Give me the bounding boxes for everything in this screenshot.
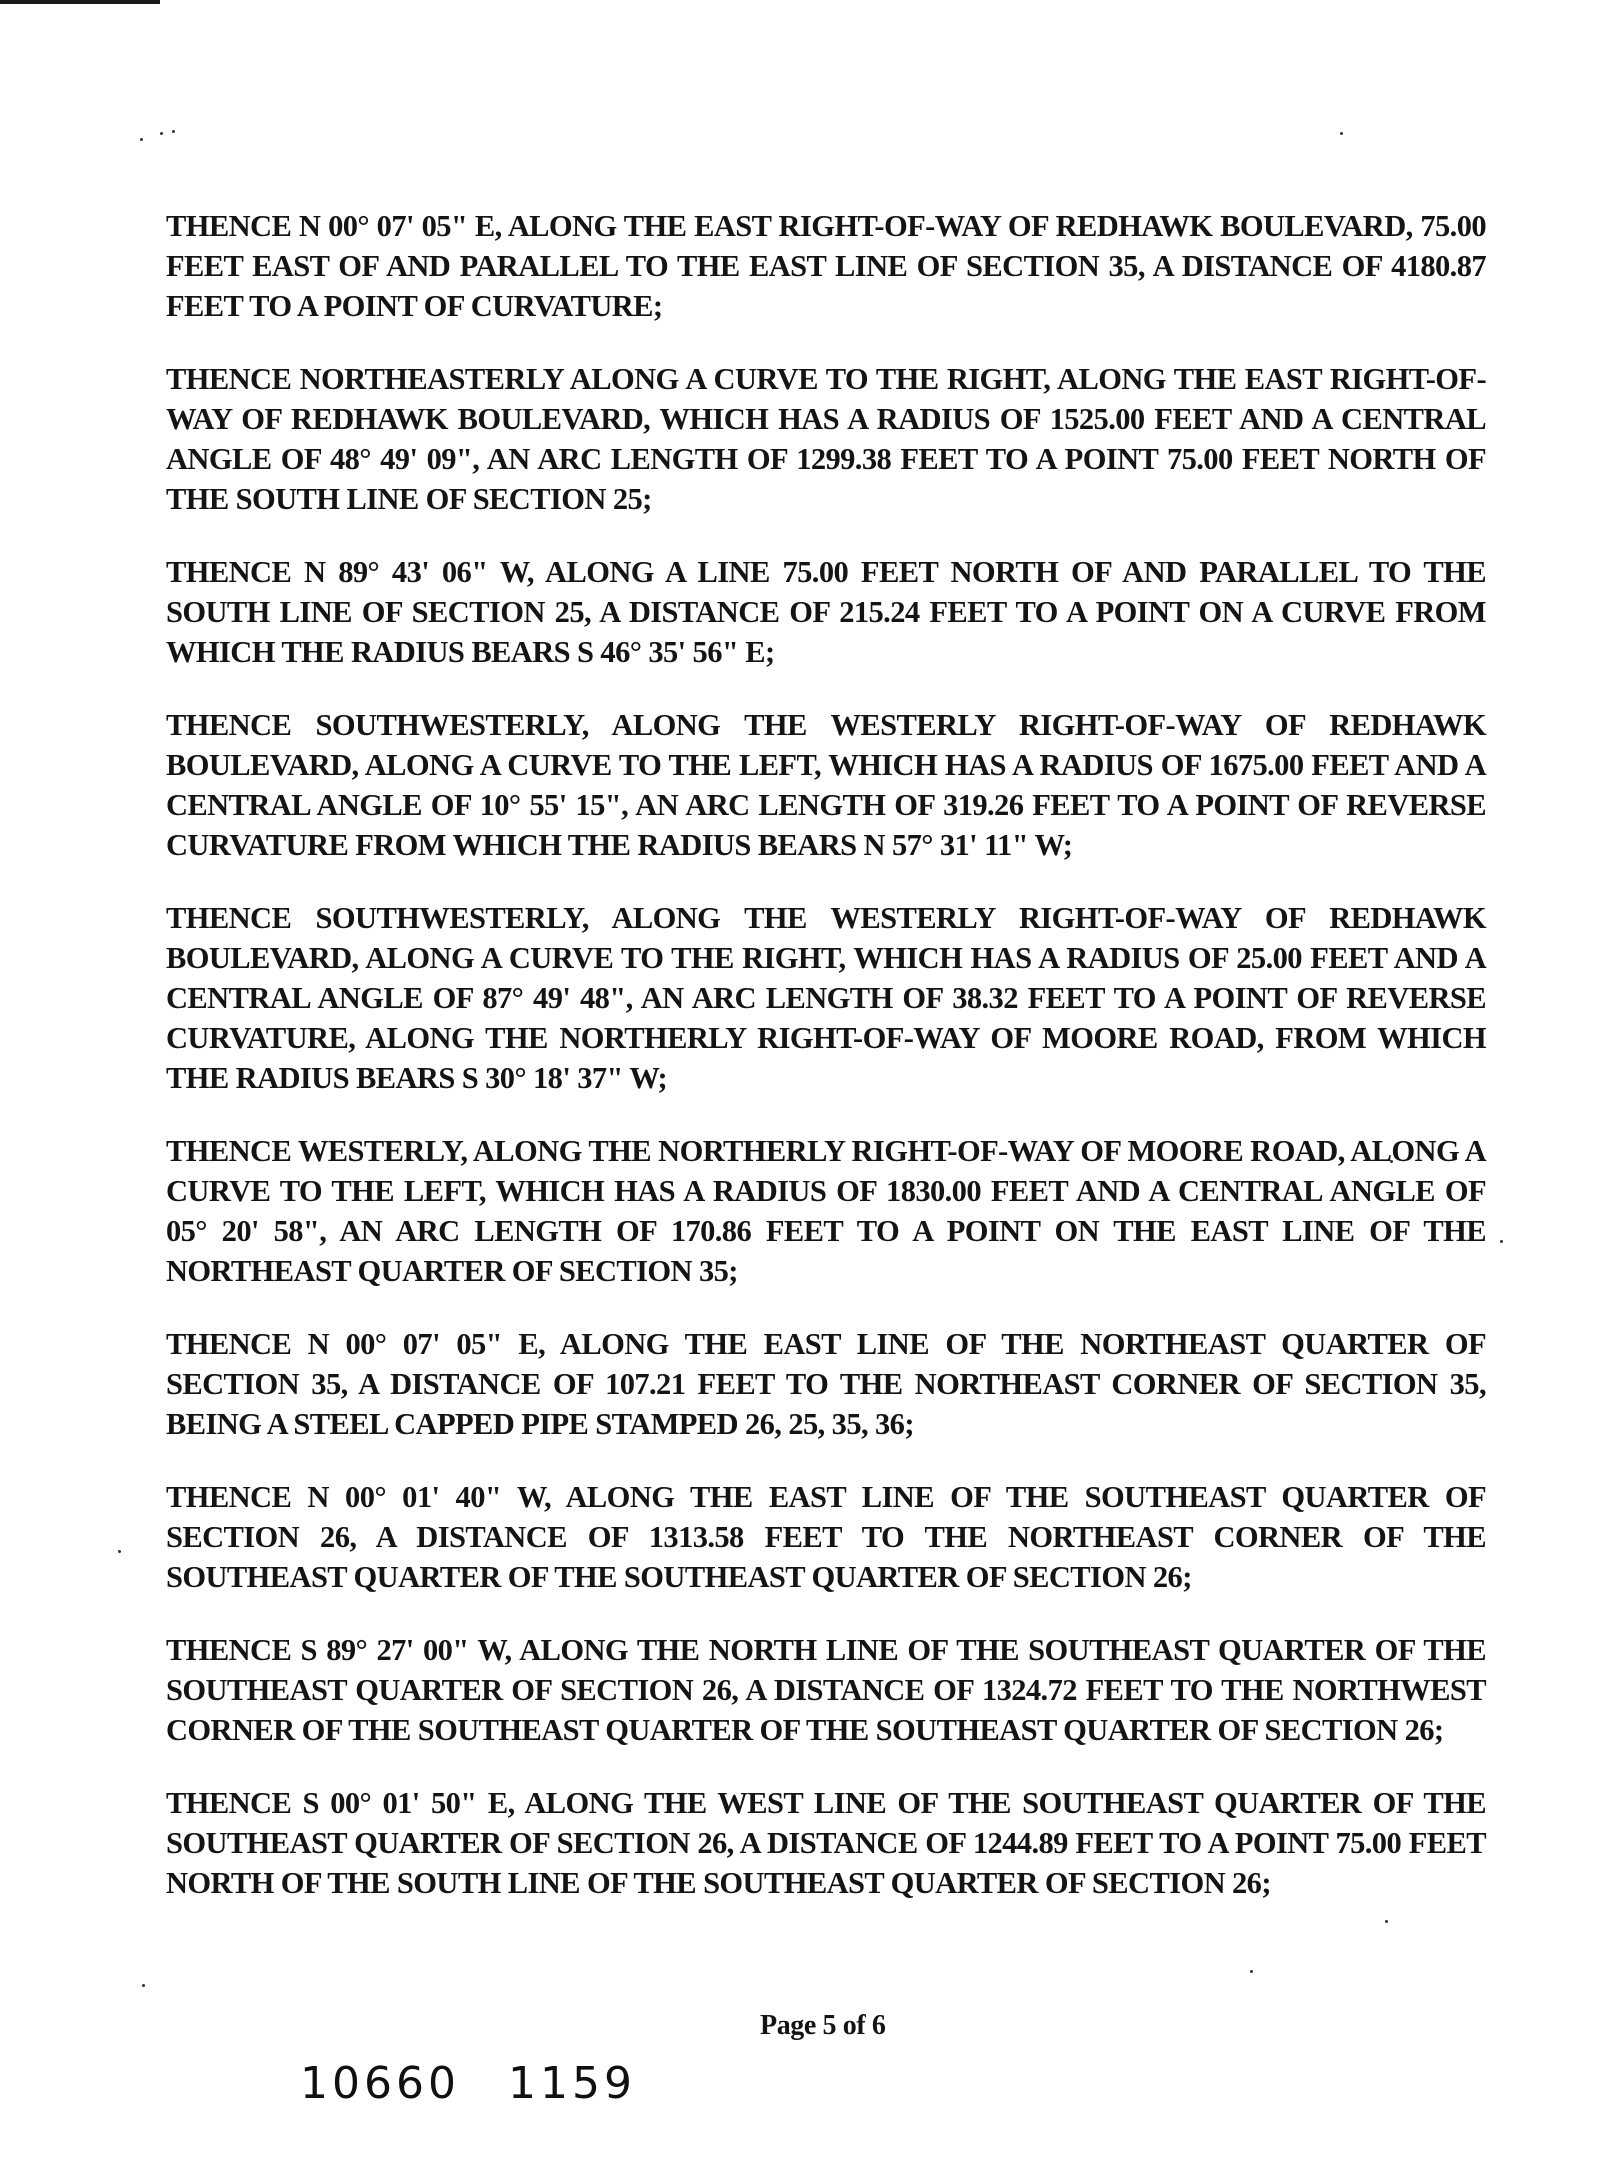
scan-speck <box>142 1984 145 1987</box>
scan-speck <box>172 130 175 133</box>
course-paragraph-3: THENCE N 89° 43' 06" W, ALONG A LINE 75.00 FEET NORTH OF AND PARALLEL TO THE SOUTH LINE OF SECTION 25, A DISTANCE OF 215.24 FEET TO A POINT ON A CURVE FROM WHICH THE RADIUS BEARS S 46° 35' 56" E; <box>166 555 1486 669</box>
course-paragraph-9: THENCE S 89° 27' 00" W, ALONG THE NORTH LINE OF THE SOUTHEAST QUARTER OF THE SOUTHEAST QUARTER OF SECTION 26, A DISTANCE OF 1324.72 FEET TO THE NORTHWEST CORNER OF THE SOUTHEAST QUARTER OF THE SOUTHEAST QUARTER OF SECTION 26; <box>166 1633 1486 1747</box>
scan-speck <box>140 138 143 141</box>
legal-description-body <box>166 206 1486 1936</box>
course-paragraph-8: THENCE N 00° 01' 40" W, ALONG THE EAST LINE OF THE SOUTHEAST QUARTER OF SECTION 26, A DISTANCE OF 1313.58 FEET TO THE NORTHEAST CORNER OF THE SOUTHEAST QUARTER OF THE SOUTHEAST QUARTER OF SECTION 26; <box>166 1480 1486 1594</box>
course-paragraph-1: THENCE N 00° 07' 05" E, ALONG THE EAST RIGHT-OF-WAY OF REDHAWK BOULEVARD, 75.00 FEET EAST OF AND PARALLEL TO THE EAST LINE OF SECTION 35, A DISTANCE OF 4180.87 FEET TO A POINT OF CURVATURE; <box>166 209 1486 323</box>
scan-speck <box>1250 1970 1253 1973</box>
course-paragraph-10: THENCE S 00° 01' 50" E, ALONG THE WEST LINE OF THE SOUTHEAST QUARTER OF THE SOUTHEAST QUARTER OF SECTION 26, A DISTANCE OF 1244.89 FEET TO A POINT 75.00 FEET NORTH OF THE SOUTH LINE OF THE SOUTHEAST QUARTER OF SECTION 26; <box>166 1786 1486 1900</box>
scan-edge-mark <box>0 0 160 4</box>
recording-stamp-number: 10660 1159 <box>300 2058 636 2109</box>
course-paragraph-2: THENCE NORTHEASTERLY ALONG A CURVE TO THE RIGHT, ALONG THE EAST RIGHT-OF-WAY OF REDHAWK BOULEVARD, WHICH HAS A RADIUS OF 1525.00 FEET AND A CENTRAL ANGLE OF 48° 49' 09", AN ARC LENGTH OF 1299.38 FEET TO A POINT 75.00 FEET NORTH OF THE SOUTH LINE OF SECTION 25; <box>166 362 1486 516</box>
course-paragraph-4: THENCE SOUTHWESTERLY, ALONG THE WESTERLY RIGHT-OF-WAY OF REDHAWK BOULEVARD, ALONG A CURVE TO THE LEFT, WHICH HAS A RADIUS OF 1675.00 FEET AND A CENTRAL ANGLE OF 10° 55' 15", AN ARC LENGTH OF 319.26 FEET TO A POINT OF REVERSE CURVATURE FROM WHICH THE RADIUS BEARS N 57° 31' 11" W; <box>166 708 1486 862</box>
scan-speck <box>160 132 163 135</box>
page-number: Page 5 of 6 <box>760 2010 886 2041</box>
scan-speck <box>1340 132 1343 135</box>
course-paragraph-5: THENCE SOUTHWESTERLY, ALONG THE WESTERLY RIGHT-OF-WAY OF REDHAWK BOULEVARD, ALONG A CURVE TO THE RIGHT, WHICH HAS A RADIUS OF 25.00 FEET AND A CENTRAL ANGLE OF 87° 49' 48", AN ARC LENGTH OF 38.32 FEET TO A POINT OF REVERSE CURVATURE, ALONG THE NORTHERLY RIGHT-OF-WAY OF MOORE ROAD, FROM WHICH THE RADIUS BEARS S 30° 18' 37" W; <box>166 901 1486 1095</box>
scan-speck <box>118 1550 121 1553</box>
course-paragraph-7: THENCE N 00° 07' 05" E, ALONG THE EAST LINE OF THE NORTHEAST QUARTER OF SECTION 35, A DISTANCE OF 107.21 FEET TO THE NORTHEAST CORNER OF SECTION 35, BEING A STEEL CAPPED PIPE STAMPED 26, 25, 35, 36; <box>166 1327 1486 1441</box>
course-paragraph-6: THENCE WESTERLY, ALONG THE NORTHERLY RIGHT-OF-WAY OF MOORE ROAD, ALONG A CURVE TO THE LEFT, WHICH HAS A RADIUS OF 1830.00 FEET AND A CENTRAL ANGLE OF 05° 20' 58", AN ARC LENGTH OF 170.86 FEET TO A POINT ON THE EAST LINE OF THE NORTHEAST QUARTER OF SECTION 35; <box>166 1134 1486 1288</box>
scan-speck <box>1500 1240 1503 1243</box>
